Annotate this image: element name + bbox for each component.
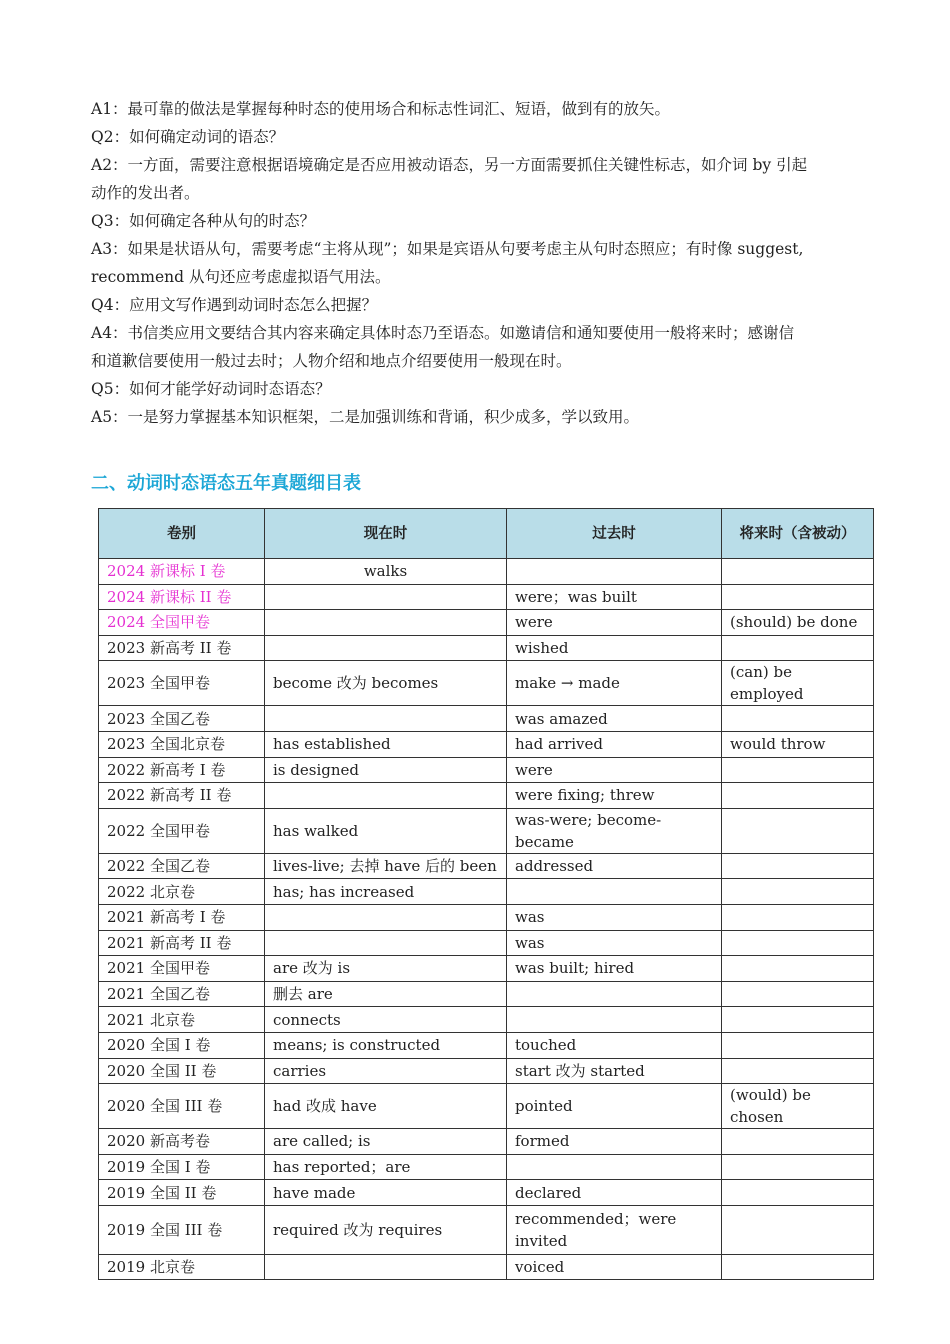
table-row: [99, 584, 874, 610]
cell-future: [722, 1058, 874, 1084]
cell-present: has walked: [265, 808, 507, 853]
cell-past: addressed: [507, 853, 722, 879]
cell-present: [265, 783, 507, 809]
cell-paper: 2023 全国乙卷: [99, 706, 265, 732]
cell-present: become 改为 becomes: [265, 661, 507, 706]
cell-future: [722, 956, 874, 982]
table-row: [99, 1032, 874, 1058]
table-row: [99, 731, 874, 757]
table-row: [99, 1084, 874, 1129]
table-row: [99, 981, 874, 1007]
cell-paper: 2022 新高考 I 卷: [99, 757, 265, 783]
cell-paper: 2022 新高考 II 卷: [99, 783, 265, 809]
cell-paper: 2022 北京卷: [99, 879, 265, 905]
cell-present: are called; is: [265, 1129, 507, 1155]
header-present: 现在时: [265, 509, 507, 559]
header-past: 过去时: [507, 509, 722, 559]
cell-past: was amazed: [507, 706, 722, 732]
cell-future: [722, 808, 874, 853]
faq-line: A5：一是努力掌握基本知识框架，二是加强训练和背诵，积少成多，学以致用。: [91, 408, 640, 426]
cell-past: were: [507, 610, 722, 636]
cell-paper: 2022 全国乙卷: [99, 853, 265, 879]
faq-line: A4：书信类应用文要结合其内容来确定具体时态乃至语态。如邀请信和通知要使用一般将来时；感谢信: [91, 324, 795, 342]
cell-past: pointed: [507, 1084, 722, 1129]
table-header-row: [99, 509, 874, 559]
table-row: [99, 1007, 874, 1033]
cell-past: [507, 1007, 722, 1033]
cell-present: has; has increased: [265, 879, 507, 905]
cell-present: had 改成 have: [265, 1084, 507, 1129]
cell-present: lives-live; 去掉 have 后的 been: [265, 853, 507, 879]
header-paper: 卷别: [99, 509, 265, 559]
table-row: [99, 1180, 874, 1206]
cell-past: start 改为 started: [507, 1058, 722, 1084]
cell-past: were: [507, 757, 722, 783]
cell-future: [722, 904, 874, 930]
faq-line: 和道歉信要使用一般过去时；人物介绍和地点介绍要使用一般现在时。: [91, 352, 572, 370]
cell-present: means; is constructed: [265, 1032, 507, 1058]
cell-present: has established: [265, 731, 507, 757]
cell-future: [722, 1205, 874, 1254]
faq-block: [91, 95, 871, 431]
cell-future: [722, 635, 874, 661]
cell-future: (should) be done: [722, 610, 874, 636]
table-row: [99, 783, 874, 809]
cell-paper: 2019 全国 I 卷: [99, 1154, 265, 1180]
cell-present: walks: [265, 559, 507, 585]
cell-present: has reported；are: [265, 1154, 507, 1180]
cell-paper: 2019 全国 II 卷: [99, 1180, 265, 1206]
cell-past: formed: [507, 1129, 722, 1155]
table-row: [99, 808, 874, 853]
cell-future: [722, 559, 874, 585]
table-row: [99, 1154, 874, 1180]
cell-present: [265, 706, 507, 732]
cell-present: required 改为 requires: [265, 1205, 507, 1254]
cell-future: [722, 1129, 874, 1155]
cell-present: [265, 584, 507, 610]
cell-present: are 改为 is: [265, 956, 507, 982]
faq-line: A3：如果是状语从句，需要考虑“主将从现”；如果是宾语从句要考虑主从句时态照应；有时像 suggest,: [91, 240, 804, 258]
cell-future: [722, 930, 874, 956]
cell-paper: 2024 新课标 I 卷: [99, 559, 265, 585]
cell-present: [265, 610, 507, 636]
cell-paper: 2024 全国甲卷: [99, 610, 265, 636]
cell-past: make → made: [507, 661, 722, 706]
table-row: [99, 1129, 874, 1155]
cell-paper: 2019 北京卷: [99, 1254, 265, 1280]
cell-present: have made: [265, 1180, 507, 1206]
cell-past: were fixing; threw: [507, 783, 722, 809]
cell-present: [265, 930, 507, 956]
table-row: [99, 879, 874, 905]
faq-line: Q3：如何确定各种从句的时态？: [91, 212, 316, 230]
cell-paper: 2020 全国 III 卷: [99, 1084, 265, 1129]
cell-paper: 2021 北京卷: [99, 1007, 265, 1033]
cell-future: [722, 853, 874, 879]
cell-present: 删去 are: [265, 981, 507, 1007]
cell-paper: 2021 新高考 II 卷: [99, 930, 265, 956]
cell-past: [507, 559, 722, 585]
cell-future: [722, 879, 874, 905]
table-row: [99, 1254, 874, 1280]
table-row: [99, 610, 874, 636]
cell-future: [722, 1032, 874, 1058]
cell-paper: 2024 新课标 II 卷: [99, 584, 265, 610]
cell-present: is designed: [265, 757, 507, 783]
cell-future: [722, 1154, 874, 1180]
table-row: [99, 635, 874, 661]
cell-paper: 2020 全国 I 卷: [99, 1032, 265, 1058]
cell-paper: 2023 全国甲卷: [99, 661, 265, 706]
table-row: [99, 706, 874, 732]
cell-past: voiced: [507, 1254, 722, 1280]
cell-present: [265, 1254, 507, 1280]
cell-present: carries: [265, 1058, 507, 1084]
header-future: 将来时（含被动）: [722, 509, 874, 559]
cell-past: were；was built: [507, 584, 722, 610]
faq-line: recommend 从句还应考虑虚拟语气用法。: [91, 268, 391, 286]
cell-future: [722, 783, 874, 809]
table-row: [99, 853, 874, 879]
cell-paper: 2021 全国乙卷: [99, 981, 265, 1007]
cell-future: [722, 1254, 874, 1280]
cell-present: [265, 635, 507, 661]
cell-past: [507, 1154, 722, 1180]
cell-past: [507, 879, 722, 905]
cell-future: [722, 757, 874, 783]
cell-paper: 2021 新高考 I 卷: [99, 904, 265, 930]
cell-future: [722, 584, 874, 610]
cell-paper: 2023 全国北京卷: [99, 731, 265, 757]
cell-paper: 2021 全国甲卷: [99, 956, 265, 982]
cell-future: (would) be chosen: [722, 1084, 874, 1129]
cell-future: [722, 706, 874, 732]
cell-present: connects: [265, 1007, 507, 1033]
faq-line: 动作的发出者。: [91, 184, 200, 202]
cell-paper: 2020 新高考卷: [99, 1129, 265, 1155]
cell-past: touched: [507, 1032, 722, 1058]
table-row: [99, 1058, 874, 1084]
cell-future: would throw: [722, 731, 874, 757]
table-row: [99, 904, 874, 930]
cell-future: (can) be employed: [722, 661, 874, 706]
cell-past: was built; hired: [507, 956, 722, 982]
section-title: 二、动词时态语态五年真题细目表: [91, 473, 361, 494]
faq-line: Q4：应用文写作遇到动词时态怎么把握？: [91, 296, 378, 314]
cell-future: [722, 1180, 874, 1206]
cell-past: was-were; become-became: [507, 808, 722, 853]
table-row: [99, 930, 874, 956]
table-row: [99, 757, 874, 783]
cell-past: wished: [507, 635, 722, 661]
exam-table: [98, 508, 874, 1280]
cell-future: [722, 1007, 874, 1033]
cell-paper: 2023 新高考 II 卷: [99, 635, 265, 661]
table-row: [99, 956, 874, 982]
cell-past: declared: [507, 1180, 722, 1206]
table-row: [99, 1205, 874, 1254]
cell-past: recommended；were invited: [507, 1205, 722, 1254]
table-row: [99, 661, 874, 706]
faq-line: Q2：如何确定动词的语态？: [91, 128, 285, 146]
cell-paper: 2019 全国 III 卷: [99, 1205, 265, 1254]
cell-paper: 2020 全国 II 卷: [99, 1058, 265, 1084]
cell-past: had arrived: [507, 731, 722, 757]
table-row: [99, 559, 874, 585]
cell-past: was: [507, 904, 722, 930]
faq-line: Q5：如何才能学好动词时态语态？: [91, 380, 331, 398]
cell-paper: 2022 全国甲卷: [99, 808, 265, 853]
cell-present: [265, 904, 507, 930]
faq-line: A2：一方面，需要注意根据语境确定是否应用被动语态，另一方面需要抓住关键性标志，如介词 by 引起: [91, 156, 808, 174]
cell-past: [507, 981, 722, 1007]
faq-line: A1：最可靠的做法是掌握每种时态的使用场合和标志性词汇、短语，做到有的放矢。: [91, 100, 671, 118]
cell-past: was: [507, 930, 722, 956]
cell-future: [722, 981, 874, 1007]
